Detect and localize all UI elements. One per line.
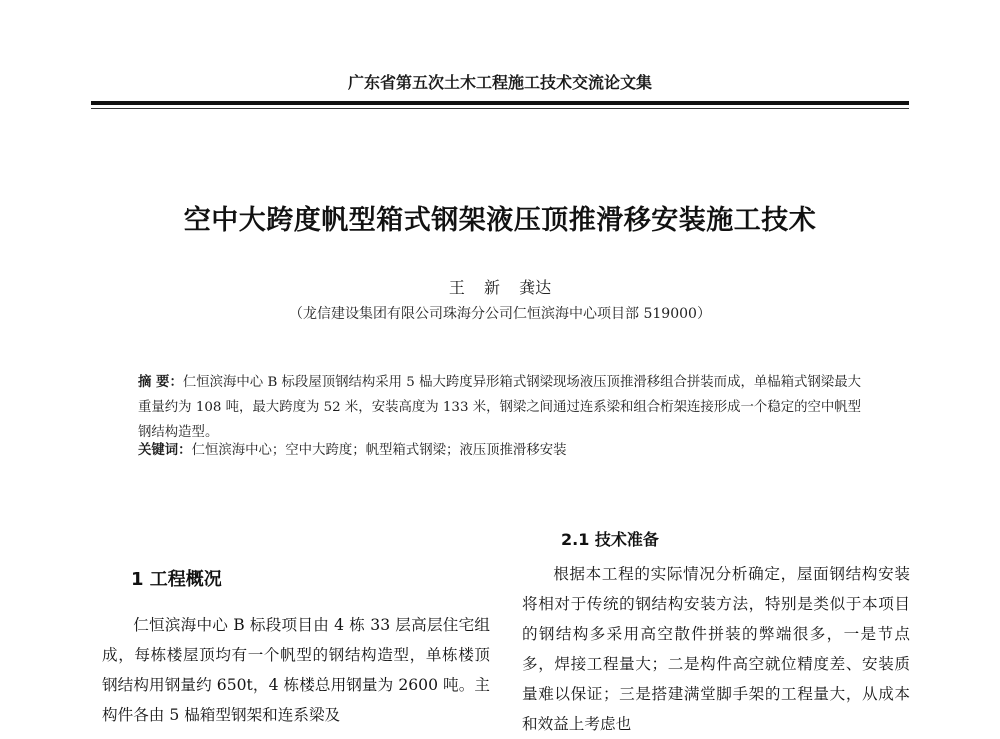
section-heading-overview: 1 工程概况 (131, 569, 222, 590)
tech-prep-paragraph: 根据本工程的实际情况分析确定，屋面钢结构安装将相对于传统的钢结构安装方法，特别是类似于本项目的钢结构多采用高空散件拼装的弊端很多，一是节点多，焊接工程量大；二是构件高空就位精度差、安装质量难以保证；三是搭建满堂脚手架的工程量大，从成本和效益上考虑也 (522, 565, 910, 733)
abstract-label: 摘 要： (138, 375, 183, 390)
header-rule-thin (91, 108, 909, 109)
overview-paragraph: 仁恒滨海中心 B 标段项目由 4 栋 33 层高层住宅组成，每栋楼屋顶均有一个帆型的钢结构造型，单栋楼顶钢结构用钢量约 650t，4 栋楼总用钢量为 2600 吨。主构件各由 5 榀箱型钢架和连系梁及 (102, 616, 490, 724)
journal-header: 广东省第五次土木工程施工技术交流论文集 (347, 73, 652, 92)
paper-affiliation: （龙信建设集团有限公司珠海分公司仁恒滨海中心项目部 519000） (289, 306, 711, 322)
keywords (138, 438, 868, 463)
keywords-label: 关键词： (138, 443, 192, 458)
section-heading-tech-prep: 2.1 技术准备 (561, 530, 659, 549)
abstract (138, 370, 868, 445)
column-right (522, 559, 910, 739)
header-rule-thick (91, 101, 909, 105)
paper-title: 空中大跨度帆型箱式钢架液压顶推滑移安装施工技术 (183, 205, 817, 236)
abstract-text: 仁恒滨海中心 B 标段屋顶钢结构采用 5 榀大跨度异形箱式钢梁现场液压顶推滑移组合拼装而成，单榀箱式钢梁最大重量约为 108 吨，最大跨度为 52 米，安装高度为 133 米，钢梁之间通过连系梁和组合桁架连接形成一个稳定的空中帆型钢结构造型。 (138, 375, 862, 440)
column-left (102, 610, 490, 730)
keywords-text: 仁恒滨海中心；空中大跨度；帆型箱式钢梁；液压顶推滑移安装 (191, 443, 567, 458)
paper-authors: 王 新 龚达 (448, 278, 552, 297)
